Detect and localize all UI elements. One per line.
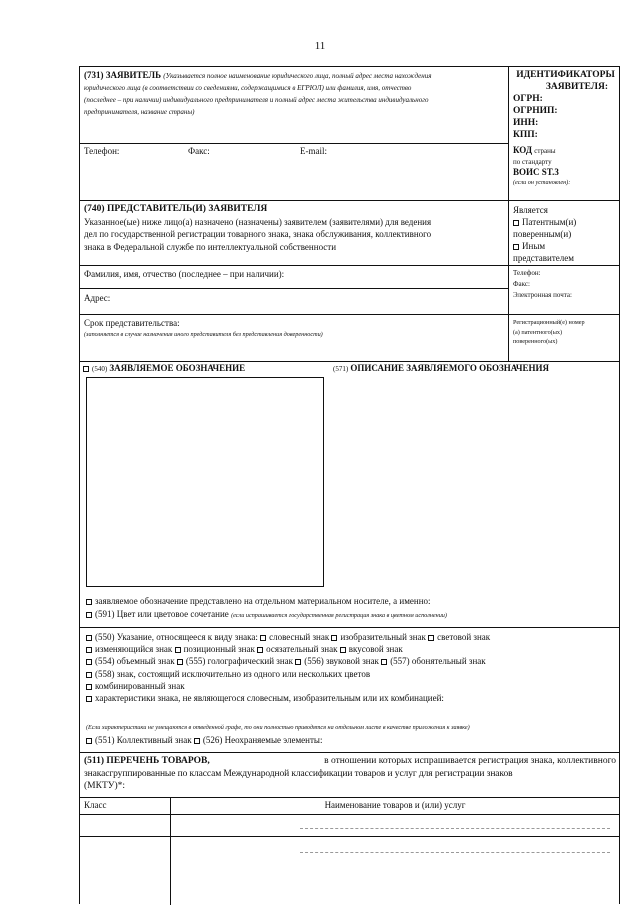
table-top	[79, 797, 620, 798]
rep-contacts-block	[513, 268, 618, 301]
tactile-mark-option[interactable]	[257, 644, 337, 654]
table-row-1-dash	[300, 828, 610, 829]
patent-attorney-checkbox[interactable]	[513, 220, 519, 226]
applicant-email-label: E-mail:	[300, 146, 327, 156]
option-patent-attorney-label-1: Патентным(и)	[522, 217, 577, 227]
changing-mark-label: изменяющийся знак	[95, 644, 173, 655]
collective-mark-label: (551) Коллективный знак	[95, 735, 192, 745]
positional-mark-label: позиционный знак	[183, 644, 255, 655]
changing-mark-option[interactable]	[86, 644, 172, 654]
section-540-heading: ЗАЯВЛЯЕМОЕ ОБОЗНАЧЕНИЕ	[109, 363, 246, 373]
light-mark-checkbox[interactable]	[428, 635, 434, 641]
identifiers-title-2: ЗАЯВИТЕЛЯ:	[545, 82, 608, 92]
page-number: 11	[314, 40, 326, 52]
divider-address	[79, 288, 508, 289]
representative-type-block	[513, 204, 618, 264]
combined-mark-checkbox[interactable]	[86, 684, 92, 690]
section-550-checkbox[interactable]	[86, 635, 92, 641]
right-column-divider-top	[508, 66, 509, 362]
section-591-label: (591) Цвет или цветовое сочетание	[95, 609, 229, 619]
reg-number-line-2: (а) патентного(ых)	[513, 328, 563, 336]
section-740-line-2: дел по государственной регистрации товарного знака, знака обслуживания, коллективного	[84, 229, 432, 239]
identifiers-title-1: ИДЕНТИФИКАТОРЫ	[516, 70, 615, 80]
section-591-checkbox[interactable]	[86, 612, 92, 618]
section-550-option[interactable]	[86, 632, 258, 642]
reg-number-line-3: поверенного(ых)	[513, 338, 558, 345]
volume-mark-checkbox[interactable]	[86, 659, 92, 665]
identifiers-block	[513, 69, 618, 141]
section-571-heading: ОПИСАНИЕ ЗАЯВЛЯЕМОГО ОБОЗНАЧЕНИЯ	[350, 363, 549, 373]
section-731-hint-3: (последнее – при наличии) индивидуального предпринимателя и полный адрес места жительства индивидуального	[84, 96, 429, 104]
characteristics-label: характеристики знака, не являющегося словесным, изобразительным или их комбинацией:	[95, 693, 444, 704]
color-mark-option[interactable]	[86, 668, 616, 680]
section-731	[84, 70, 504, 118]
rep-term-hint: (заполняется в случае назначения иного представителя без представления доверенности)	[84, 331, 323, 338]
table-row-2-dash	[300, 852, 610, 853]
rep-address-label: Адрес:	[84, 293, 111, 303]
section-731-hint-4: предпринимателя, название страны)	[84, 108, 195, 116]
collective-mark-checkbox[interactable]	[86, 738, 92, 744]
rep-fax-label: Факс:	[513, 280, 530, 288]
section-511-line-1: в отношении которых испрашивается регистрация знака, коллективного	[324, 756, 616, 766]
applicant-phone-label: Телефон:	[84, 146, 120, 156]
option-other-label-1: Иным	[522, 241, 546, 251]
volume-mark-option[interactable]	[86, 656, 175, 666]
section-740-heading: (740) ПРЕДСТАВИТЕЛЬ(И) ЗАЯВИТЕЛЯ	[84, 204, 268, 214]
table-col-class-header: Класс	[84, 800, 107, 810]
positional-mark-option[interactable]	[175, 644, 255, 654]
olfactory-mark-label: (557) обонятельный знак	[390, 656, 486, 667]
sound-mark-label: (556) звуковой знак	[304, 656, 379, 667]
divider-740	[79, 200, 620, 201]
table-header-bottom	[79, 814, 620, 815]
divider-540	[79, 361, 620, 362]
option-patent-attorney-label-2: поверенным(и)	[513, 229, 572, 239]
figurative-mark-option[interactable]	[331, 632, 425, 642]
section-591-hint: (если испрашивается государственная регистрация знака в цветном исполнении)	[231, 612, 447, 619]
olfactory-mark-checkbox[interactable]	[381, 659, 387, 665]
characteristics-note: (Если характеристики не умещаются в отведенной графе, то они полностью приводятся на отдельном листе в качестве приложения к заявке)	[86, 724, 470, 731]
inn-label: ИНН:	[513, 118, 539, 128]
section-571-heading-row	[333, 363, 549, 373]
holographic-mark-label: (555) голографический знак	[185, 656, 294, 667]
section-740-line-3: знака в Федеральной службе по интеллектуальной собственности	[84, 241, 337, 252]
combined-mark-label: комбинированный знак	[95, 680, 185, 691]
color-mark-checkbox[interactable]	[86, 672, 92, 678]
applicant-fax-label: Факс:	[188, 146, 210, 156]
section-540-code: (540)	[92, 365, 108, 373]
collective-row	[86, 735, 322, 745]
divider-731-contacts	[79, 143, 508, 144]
section-550	[86, 631, 616, 704]
divider-550	[79, 627, 620, 628]
reg-number-block	[513, 318, 618, 347]
representative-type-title: Является	[513, 205, 548, 215]
positional-mark-checkbox[interactable]	[175, 647, 181, 653]
country-code-note: (если он установлен):	[513, 178, 571, 186]
section-540-checkbox[interactable]	[83, 366, 89, 372]
country-code-st3: ВОИС ST.3	[513, 167, 559, 177]
volume-mark-label: (554) объемный знак	[95, 656, 175, 667]
country-code-kod: КОД	[513, 145, 533, 155]
rep-term-label: Срок представительства:	[84, 318, 180, 328]
reg-number-line-1: Регистрационный(е) номер	[513, 319, 585, 326]
light-mark-label: световой знак	[437, 632, 491, 642]
ogrn-label: ОГРН:	[513, 94, 543, 104]
tactile-mark-label: осязательный знак	[266, 644, 338, 655]
taste-mark-checkbox[interactable]	[340, 647, 346, 653]
taste-mark-option[interactable]	[340, 644, 403, 654]
section-731-hint-2: юридического лица (в соответствии со сведениями, содержащимися в ЕГРЮЛ) или фамилия, имя, отчество	[84, 84, 412, 92]
kpp-label: КПП:	[513, 130, 538, 140]
section-511-heading: (511) ПЕРЕЧЕНЬ ТОВАРОВ,	[84, 756, 210, 766]
ogrnip-label: ОГРНИП:	[513, 106, 558, 116]
rep-email-label: Электронная почта:	[513, 291, 572, 299]
option-other-label-2: представителем	[513, 253, 574, 263]
characteristics-checkbox[interactable]	[86, 696, 92, 702]
verbal-mark-checkbox[interactable]	[260, 635, 266, 641]
divider-term	[79, 314, 620, 315]
material-carrier-row[interactable]	[86, 596, 431, 606]
material-carrier-checkbox[interactable]	[86, 599, 92, 605]
tactile-mark-checkbox[interactable]	[257, 647, 263, 653]
verbal-mark-label: словесный знак	[269, 632, 330, 642]
combined-mark-option[interactable]	[86, 680, 616, 692]
collective-mark-option[interactable]	[86, 735, 192, 745]
other-representative-checkbox[interactable]	[513, 244, 519, 250]
section-740-line-1: Указанное(ые) ниже лицо(а) назначено (назначены) заявителем (заявителями) для ведения	[84, 216, 432, 227]
divider-fio	[79, 265, 620, 266]
divider-511	[79, 752, 620, 753]
section-511-line-2: знакасгруппированные по классам Международной классификации товаров и услуг для регистрации знаков	[84, 768, 513, 779]
color-mark-label: (558) знак, состоящий исключительно из одного или нескольких цветов	[95, 668, 371, 679]
option-patent-attorney[interactable]	[513, 216, 618, 228]
section-740	[84, 203, 504, 253]
figurative-mark-checkbox[interactable]	[331, 635, 337, 641]
changing-mark-checkbox[interactable]	[86, 647, 92, 653]
holographic-mark-checkbox[interactable]	[177, 659, 183, 665]
section-511-line-3: (МКТУ)*:	[84, 781, 126, 791]
material-carrier-label: заявляемое обозначение представлено на отдельном материальном носителе, а именно:	[95, 596, 431, 606]
table-row-1-bottom	[79, 836, 620, 837]
sound-mark-option[interactable]	[295, 656, 379, 666]
light-mark-option[interactable]	[428, 632, 490, 642]
country-code-standard: по стандарту	[513, 157, 552, 166]
olfactory-mark-option[interactable]	[381, 656, 485, 666]
rep-term-block	[84, 318, 504, 340]
rep-fio-label: Фамилия, имя, отчество (последнее – при наличии):	[84, 269, 285, 279]
section-540-heading-row[interactable]	[83, 363, 245, 373]
option-other-representative[interactable]	[513, 240, 618, 252]
table-col-goods-header: Наименование товаров и (или) услуг	[324, 800, 466, 810]
section-731-hint-1: (Указывается полное наименование юридического лица, полный адрес места нахождения	[163, 72, 432, 80]
section-571-code: (571)	[333, 365, 349, 373]
taste-mark-label: вкусовой знак	[348, 644, 403, 655]
table-col-divider	[170, 797, 171, 905]
country-code-country: страны	[534, 147, 556, 155]
section-550-label: (550) Указание, относящееся к виду знака:	[95, 632, 258, 642]
sound-mark-checkbox[interactable]	[295, 659, 301, 665]
rep-phone-label: Телефон:	[513, 269, 541, 277]
unprotected-elements-option[interactable]	[194, 735, 323, 745]
section-511	[84, 755, 616, 793]
verbal-mark-option[interactable]	[260, 632, 329, 642]
figurative-mark-label: изобразительный знак	[340, 632, 426, 642]
section-591-row[interactable]	[86, 609, 447, 619]
section-731-heading: (731) ЗАЯВИТЕЛЬ	[84, 70, 162, 80]
unprotected-elements-label: (526) Неохраняемые элементы:	[202, 735, 323, 745]
unprotected-elements-checkbox[interactable]	[194, 738, 200, 744]
characteristics-option[interactable]	[86, 692, 616, 704]
holographic-mark-option[interactable]	[177, 656, 293, 666]
designation-image-box[interactable]	[86, 377, 324, 587]
country-code-block	[513, 145, 618, 188]
